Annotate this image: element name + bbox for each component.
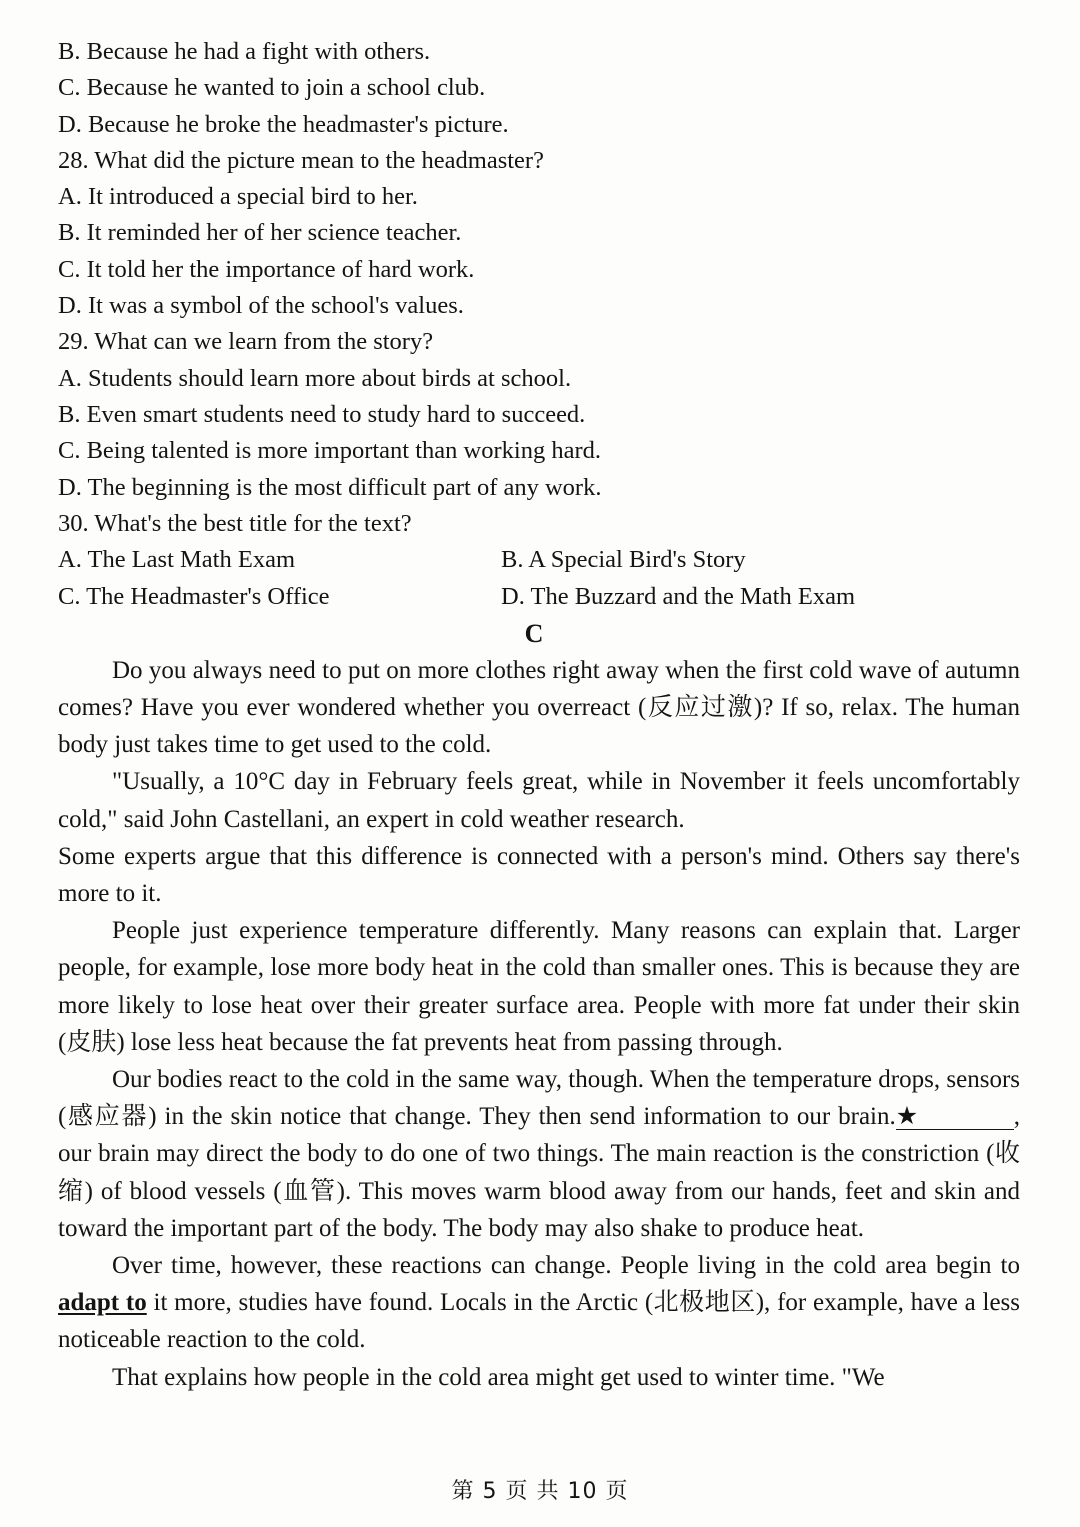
q27-option-c: C. Because he wanted to join a school club.: [58, 74, 486, 102]
star-blank: ★: [896, 1105, 1014, 1130]
q30-options-row-2: [58, 579, 1020, 616]
q29-option-c: C. Being talented is more important than working hard.: [58, 437, 601, 465]
question-29: [58, 324, 1020, 505]
q29-option-b: B. Even smart students need to study hard to succeed.: [58, 400, 586, 428]
question-28: [58, 143, 1020, 324]
q28-option-a: A. It introduced a special bird to her.: [58, 183, 418, 211]
question-30: [58, 506, 1020, 616]
q30-option-a: A. The Last Math Exam: [58, 546, 296, 574]
q30-option-c: C. The Headmaster's Office: [58, 582, 330, 610]
q28-option-c: C. It told her the importance of hard work.: [58, 255, 475, 283]
passage-paragraph-5: [58, 1061, 1020, 1247]
q28-option-b: B. It reminded her of her science teacher.: [58, 219, 462, 247]
passage-paragraph-3: Some experts argue that this difference is connected with a person's mind. Others say there's more to it.: [58, 842, 1020, 907]
q29-option-d: D. The beginning is the most difficult part of any work.: [58, 473, 602, 501]
q27-option-b: B. Because he had a fight with others.: [58, 38, 431, 65]
q30-stem: 30. What's the best title for the text?: [58, 509, 412, 537]
section-heading: C: [524, 618, 544, 648]
question-27-options: [58, 34, 1020, 143]
p5-before-blank: Our bodies react to the cold in the same way, though. When the temperature drops, sensors (感应器) in the skin notice that change. They then send information to our brain.: [58, 1065, 1020, 1131]
q30-option-b: B. A Special Bird's Story: [501, 546, 746, 574]
passage-paragraph-6: [58, 1247, 1020, 1359]
passage-paragraph-2: "Usually, a 10°C day in February feels great, while in November it feels uncomfortably cold," said John Castellani, an expert in cold weather research.: [58, 768, 1020, 833]
q30-option-d: D. The Buzzard and the Math Exam: [501, 582, 856, 610]
exam-page: [58, 34, 1020, 1396]
passage-paragraph-4: People just experience temperature differently. Many reasons can explain that. Larger people, for example, lose more body heat in the cold than smaller ones. This is because they are more likely to lose heat over their greater surface area. People with more fat under their skin (皮肤) lose less heat because the fat prevents heat from passing through.: [58, 917, 1020, 1056]
p5-after-blank: , our brain may direct the body to do one of two things. The main reaction is the constriction (收缩) of blood vessels (血管). This moves warm blood away from our hands, feet and skin and toward the important part of the body. The body may also shake to produce heat.: [58, 1103, 1020, 1242]
q29-option-a: A. Students should learn more about birds at school.: [58, 364, 572, 392]
passage-c: [58, 652, 1020, 1396]
p6-before: Over time, however, these reactions can change. People living in the cold area begin to: [112, 1252, 1020, 1279]
q28-option-d: D. It was a symbol of the school's values.: [58, 292, 464, 320]
page-footer: 第 5 页 共 10 页: [451, 1479, 629, 1504]
passage-paragraph-1: Do you always need to put on more clothes right away when the first cold wave of autumn comes? Have you ever wondered whether you overreact (反应过激)? If so, relax. The human body just takes time to get used to the cold.: [58, 656, 1020, 759]
p6-after: it more, studies have found. Locals in the Arctic (北极地区), for example, have a less noticeable reaction to the cold.: [58, 1289, 1020, 1354]
q29-stem: 29. What can we learn from the story?: [58, 328, 434, 356]
q30-options-row-1: [58, 542, 1020, 579]
passage-paragraph-7: That explains how people in the cold area might get used to winter time. "We: [112, 1363, 885, 1391]
q28-stem: 28. What did the picture mean to the headmaster?: [58, 146, 544, 174]
adapt-to-phrase: adapt to: [58, 1289, 147, 1317]
q27-option-d: D. Because he broke the headmaster's picture.: [58, 110, 509, 138]
